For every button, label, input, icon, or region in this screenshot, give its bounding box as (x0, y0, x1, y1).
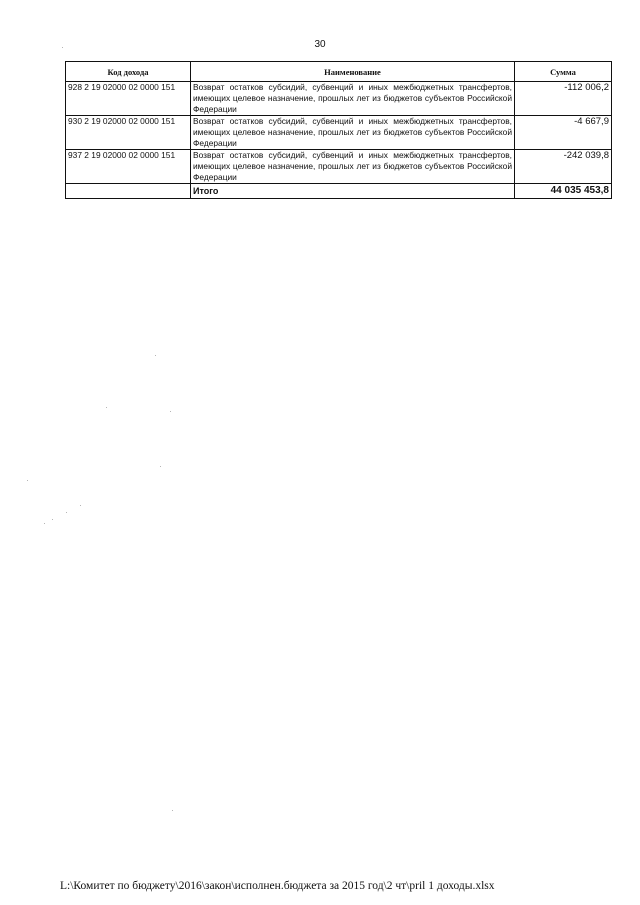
header-sum: Сумма (515, 62, 612, 82)
income-sum: -112 006,2 (515, 82, 612, 116)
scan-speck (106, 407, 107, 408)
scan-speck (27, 480, 28, 481)
footer-file-path: L:\Комитет по бюджету\2016\закон\исполнен.бюджета за 2015 год\2 чт\pril 1 доходы.xlsx (60, 880, 495, 892)
scan-speck (44, 523, 45, 524)
income-name: Возврат остатков субсидий, субвенций и иных межбюджетных трансфертов, имеющих целевое назначение, прошлых лет из бюджетов субъектов Российской Федерации (191, 116, 515, 150)
scan-speck (160, 466, 161, 467)
income-name: Возврат остатков субсидий, субвенций и иных межбюджетных трансфертов, имеющих целевое назначение, прошлых лет из бюджетов субъектов Российской Федерации (191, 150, 515, 184)
header-name: Наименование (191, 62, 515, 82)
income-sum: -242 039,8 (515, 150, 612, 184)
table-header-row (66, 62, 612, 82)
total-sum: 44 035 453,8 (515, 184, 612, 199)
income-code: 928 2 19 02000 02 0000 151 (66, 82, 191, 116)
income-code: 937 2 19 02000 02 0000 151 (66, 150, 191, 184)
table-row (66, 150, 612, 184)
page-number: 30 (314, 39, 326, 50)
income-name: Возврат остатков субсидий, субвенций и иных межбюджетных трансфертов, имеющих целевое назначение, прошлых лет из бюджетов субъектов Российской Федерации (191, 82, 515, 116)
income-code: 930 2 19 02000 02 0000 151 (66, 116, 191, 150)
header-code: Код дохода (66, 62, 191, 82)
table-row (66, 82, 612, 116)
scan-speck (155, 355, 156, 356)
scan-speck (172, 810, 173, 811)
scan-speck (52, 519, 53, 520)
scan-speck (170, 411, 171, 412)
scan-speck (62, 47, 63, 48)
income-sum: -4 667,9 (515, 116, 612, 150)
scan-speck (80, 505, 81, 506)
table-row (66, 116, 612, 150)
total-code (66, 184, 191, 199)
total-row (66, 184, 612, 199)
scan-speck (66, 512, 67, 513)
income-table (65, 61, 612, 199)
total-label: Итого (191, 184, 515, 199)
